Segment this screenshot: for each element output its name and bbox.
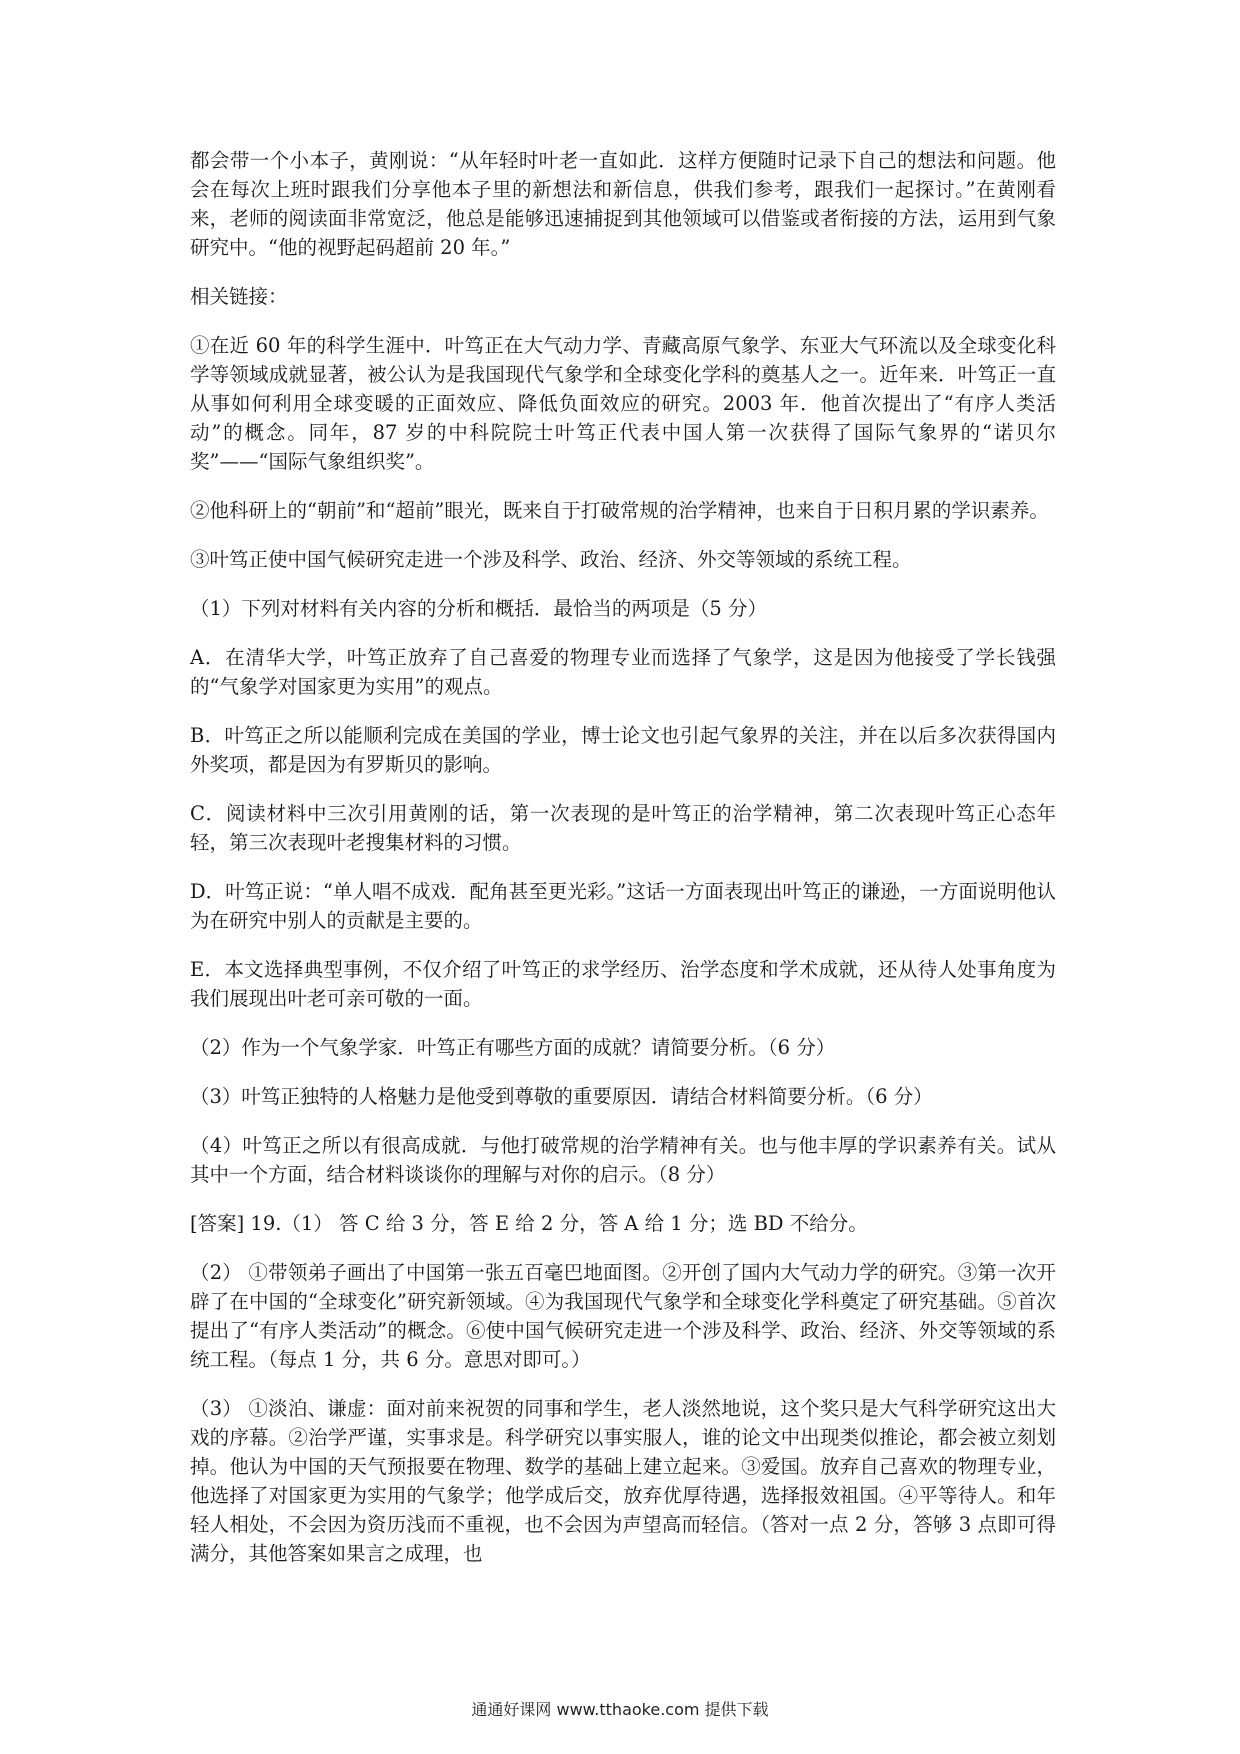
paragraph-related-links-heading: 相关链接： — [190, 285, 288, 308]
answer-2: （2） ①带领弟子画出了中国第一张五百毫巴地面图。②开创了国内大气动力学的研究。③第一次开辟了在中国的“全球变化”研究新领域。④为我国现代气象学和全球变化学科奠定了研究基础。⑤首次提出了“有序人类活动”的概念。⑥使中国气候研究走进一个涉及科学、政治、经济、外交等领域的系统工程。（每点 1 分，共 6 分。意思对即可。） — [190, 1261, 1056, 1371]
question-2: （2）作为一个气象学家．叶笃正有哪些方面的成就？请简要分析。（6 分） — [190, 1036, 836, 1059]
answer-3: （3） ①淡泊、谦虚：面对前来祝贺的同事和学生，老人淡然地说，这个奖只是大气科学研究这出大戏的序幕。②治学严谨，实事求是。科学研究以事实服人，谁的论文中出现类似推论，都会被立刻划掉。他认为中国的天气预报要在物理、数学的基础上建立起来。③爱国。放弃自己喜欢的物理专业，他选择了对国家更为实用的气象学；他学成后交，放弃优厚待遇，选择报效祖国。④平等待人。和年轻人相处，不会因为资历浅而不重视，也不会因为声望高而轻信。（答对一点 2 分，答够 3 点即可得满分，其他答案如果言之成理，也 — [190, 1397, 1056, 1565]
option-e: E．本文选择典型事例，不仅介绍了叶笃正的求学经历、治学态度和学术成就，还从待人处事角度为我们展现出叶老可亲可敬的一面。 — [190, 958, 1056, 1010]
question-3: （3）叶笃正独特的人格魅力是他受到尊敬的重要原因．请结合材料简要分析。（6 分） — [190, 1085, 933, 1108]
option-a: A．在清华大学，叶笃正放弃了自己喜爱的物理专业而选择了气象学，这是因为他接受了学长钱强的“气象学对国家更为实用”的观点。 — [190, 646, 1056, 698]
option-d: D．叶笃正说：“单人唱不成戏．配角甚至更光彩。”这话一方面表现出叶笃正的谦逊，一方面说明他认为在研究中别人的贡献是主要的。 — [190, 880, 1056, 932]
paragraph-link-3: ③叶笃正使中国气候研究走进一个涉及科学、政治、经济、外交等领域的系统工程。 — [190, 548, 912, 571]
answer-1: [答案] 19.（1） 答 C 给 3 分，答 E 给 2 分，答 A 给 1 分；选 BD 不给分。 — [190, 1212, 868, 1235]
question-1: （1）下列对材料有关内容的分析和概括．最恰当的两项是（5 分） — [190, 597, 768, 620]
paragraph-intro: 都会带一个小本子，黄刚说：“从年轻时叶老一直如此．这样方便随时记录下自己的想法和问题。他会在每次上班时跟我们分享他本子里的新想法和新信息，供我们参考，跟我们一起探讨。”在黄刚看来，老师的阅读面非常宽泛，他总是能够迅速捕捉到其他领域可以借鉴或者衔接的方法，运用到气象研究中。“他的视野起码超前 20 年。” — [190, 149, 1056, 259]
paragraph-link-2: ②他科研上的“朝前”和“超前”眼光，既来自于打破常规的治学精神，也来自于日积月累的学识素养。 — [190, 499, 1049, 522]
paragraph-link-1: ①在近 60 年的科学生涯中．叶笃正在大气动力学、青藏高原气象学、东亚大气环流以及全球变化科学等领域成就显著，被公认为是我国现代气象学和全球变化学科的奠基人之一。近年来．叶笃正一直从事如何利用全球变暖的正面效应、降低负面效应的研究。2003 年．他首次提出了“有序人类活动”的概念。同年，87 岁的中科院院士叶笃正代表中国人第一次获得了国际气象界的“诺贝尔奖”——“国际气象组织奖”。 — [190, 334, 1056, 473]
page-footer: 通通好课网 www.tthaoke.com 提供下载 — [471, 1700, 769, 1719]
question-4: （4）叶笃正之所以有很高成就．与他打破常规的治学精神有关。也与他丰厚的学识素养有关。试从其中一个方面，结合材料谈谈你的理解与对你的启示。（8 分） — [190, 1134, 1056, 1186]
option-b: B．叶笃正之所以能顺利完成在美国的学业，博士论文也引起气象界的关注，并在以后多次获得国内外奖项，都是因为有罗斯贝的影响。 — [190, 724, 1056, 776]
option-c: C．阅读材料中三次引用黄刚的话，第一次表现的是叶笃正的治学精神，第二次表现叶笃正心态年轻，第三次表现叶老搜集材料的习惯。 — [190, 802, 1056, 854]
document-body — [190, 146, 1056, 1588]
